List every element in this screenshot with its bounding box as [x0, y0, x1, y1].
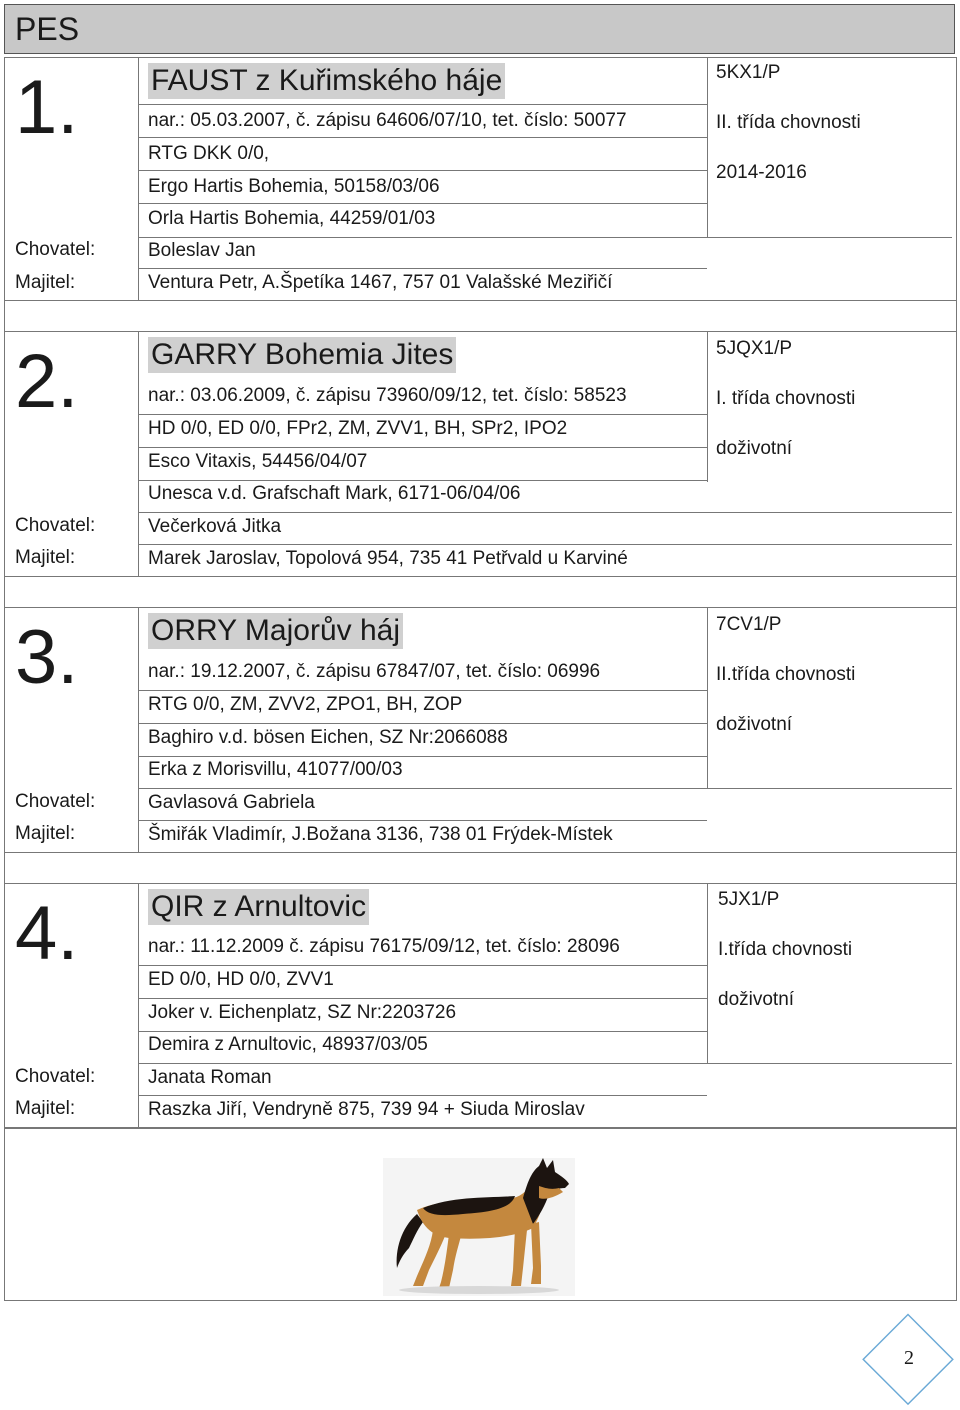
birth-registration: nar.: 05.03.2007, č. zápisu 64606/07/10, tet. číslo: 50077 — [148, 110, 627, 131]
breeding-code: 5KX1/P — [716, 62, 781, 83]
divider — [138, 137, 707, 138]
dog-name: ORRY Majorův háj — [148, 613, 403, 649]
entry-number: 2. — [15, 339, 79, 424]
german-shepherd-image — [383, 1158, 575, 1296]
dog-entry-1 — [4, 57, 957, 301]
breeder-label: Chovatel: — [15, 515, 96, 536]
breeding-code: 7CV1/P — [716, 614, 782, 635]
dam: Orla Hartis Bohemia, 44259/01/03 — [148, 208, 436, 229]
spacer — [4, 577, 957, 607]
dog-name: FAUST z Kuřimského háje — [148, 63, 505, 99]
owner-name: Raszka Jiří, Vendryně 875, 739 94 + Siuda Miroslav — [148, 1099, 585, 1120]
owner-name: Šmiřák Vladimír, J.Božana 3136, 738 01 Frýdek-Místek — [148, 824, 613, 845]
divider — [138, 820, 707, 821]
entry-number: 1. — [15, 65, 79, 150]
breeding-class: I.třída chovnosti — [718, 939, 853, 960]
birth-registration: nar.: 11.12.2009 č. zápisu 76175/09/12, tet. číslo: 28096 — [148, 936, 620, 957]
divider — [707, 608, 708, 788]
entry-number: 3. — [15, 615, 79, 700]
breeding-code: 5JQX1/P — [716, 338, 793, 359]
dam: Unesca v.d. Grafschaft Mark, 6171-06/04/06 — [148, 483, 521, 504]
spacer — [4, 853, 957, 883]
divider — [138, 512, 952, 513]
health-results: RTG DKK 0/0, — [148, 143, 270, 164]
divider — [138, 998, 707, 999]
spacer — [4, 301, 957, 331]
divider — [138, 965, 707, 966]
health-results: HD 0/0, ED 0/0, FPr2, ZM, ZVV1, BH, SPr2, IPO2 — [148, 418, 568, 439]
divider — [707, 332, 708, 482]
breeding-class: II.třída chovnosti — [716, 664, 856, 685]
health-results: ED 0/0, HD 0/0, ZVV1 — [148, 969, 334, 990]
breeder-name: Večerková Jitka — [148, 516, 282, 537]
header-title: PES — [15, 11, 80, 47]
sire: Baghiro v.d. bösen Eichen, SZ Nr:2066088 — [148, 727, 508, 748]
divider — [138, 608, 139, 852]
entry-number: 4. — [15, 891, 79, 976]
owner-name: Marek Jaroslav, Topolová 954, 735 41 Petřvald u Karviné — [148, 548, 628, 569]
validity: doživotní — [716, 438, 793, 459]
dog-name: QIR z Arnultovic — [148, 889, 369, 925]
divider — [138, 447, 707, 448]
birth-registration: nar.: 03.06.2009, č. zápisu 73960/09/12, tet. číslo: 58523 — [148, 385, 627, 406]
divider — [138, 884, 139, 1127]
breeding-class: II. třída chovnosti — [716, 112, 861, 133]
page-number: 2 — [904, 1347, 914, 1369]
dog-entry-3 — [4, 607, 957, 853]
validity: 2014-2016 — [716, 162, 807, 183]
divider — [138, 104, 707, 105]
divider — [138, 203, 707, 204]
breeder-label: Chovatel: — [15, 239, 96, 260]
divider — [138, 544, 952, 545]
sire: Esco Vitaxis, 54456/04/07 — [148, 451, 368, 472]
divider — [138, 723, 707, 724]
owner-label: Majitel: — [15, 272, 76, 293]
divider — [138, 332, 139, 576]
breeder-name: Gavlasová Gabriela — [148, 792, 315, 813]
divider — [138, 756, 707, 757]
page-header — [4, 4, 955, 54]
divider — [138, 788, 952, 789]
breeder-label: Chovatel: — [15, 791, 96, 812]
breeder-name: Boleslav Jan — [148, 240, 256, 261]
divider — [138, 1031, 707, 1032]
sire: Joker v. Eichenplatz, SZ Nr:2203726 — [148, 1002, 457, 1023]
dam: Demira z Arnultovic, 48937/03/05 — [148, 1034, 428, 1055]
breeder-name: Janata Roman — [148, 1067, 272, 1088]
divider — [138, 268, 707, 269]
divider — [138, 237, 952, 238]
validity: doživotní — [716, 714, 793, 735]
owner-label: Majitel: — [15, 823, 76, 844]
dog-entry-4 — [4, 883, 957, 1128]
validity: doživotní — [718, 989, 795, 1010]
divider — [138, 170, 707, 171]
divider — [138, 690, 707, 691]
breeding-code: 5JX1/P — [718, 889, 780, 910]
owner-label: Majitel: — [15, 1098, 76, 1119]
health-results: RTG 0/0, ZM, ZVV2, ZPO1, BH, ZOP — [148, 694, 463, 715]
dam: Erka z Morisvillu, 41077/00/03 — [148, 759, 403, 780]
divider — [707, 58, 708, 238]
divider — [138, 58, 139, 300]
breeder-label: Chovatel: — [15, 1066, 96, 1087]
divider — [707, 884, 708, 1064]
dog-name: GARRY Bohemia Jites — [148, 337, 456, 373]
divider — [138, 1095, 707, 1096]
breeding-class: I. třída chovnosti — [716, 388, 856, 409]
sire: Ergo Hartis Bohemia, 50158/03/06 — [148, 176, 440, 197]
divider — [138, 1063, 952, 1064]
dog-entry-2 — [4, 331, 957, 577]
divider — [138, 480, 707, 481]
owner-label: Majitel: — [15, 547, 76, 568]
page-number-mark — [860, 1312, 956, 1408]
divider — [138, 414, 707, 415]
owner-name: Ventura Petr, A.Špetíka 1467, 757 01 Valašské Meziřičí — [148, 272, 613, 293]
birth-registration: nar.: 19.12.2007, č. zápisu 67847/07, tet. číslo: 06996 — [148, 661, 601, 682]
